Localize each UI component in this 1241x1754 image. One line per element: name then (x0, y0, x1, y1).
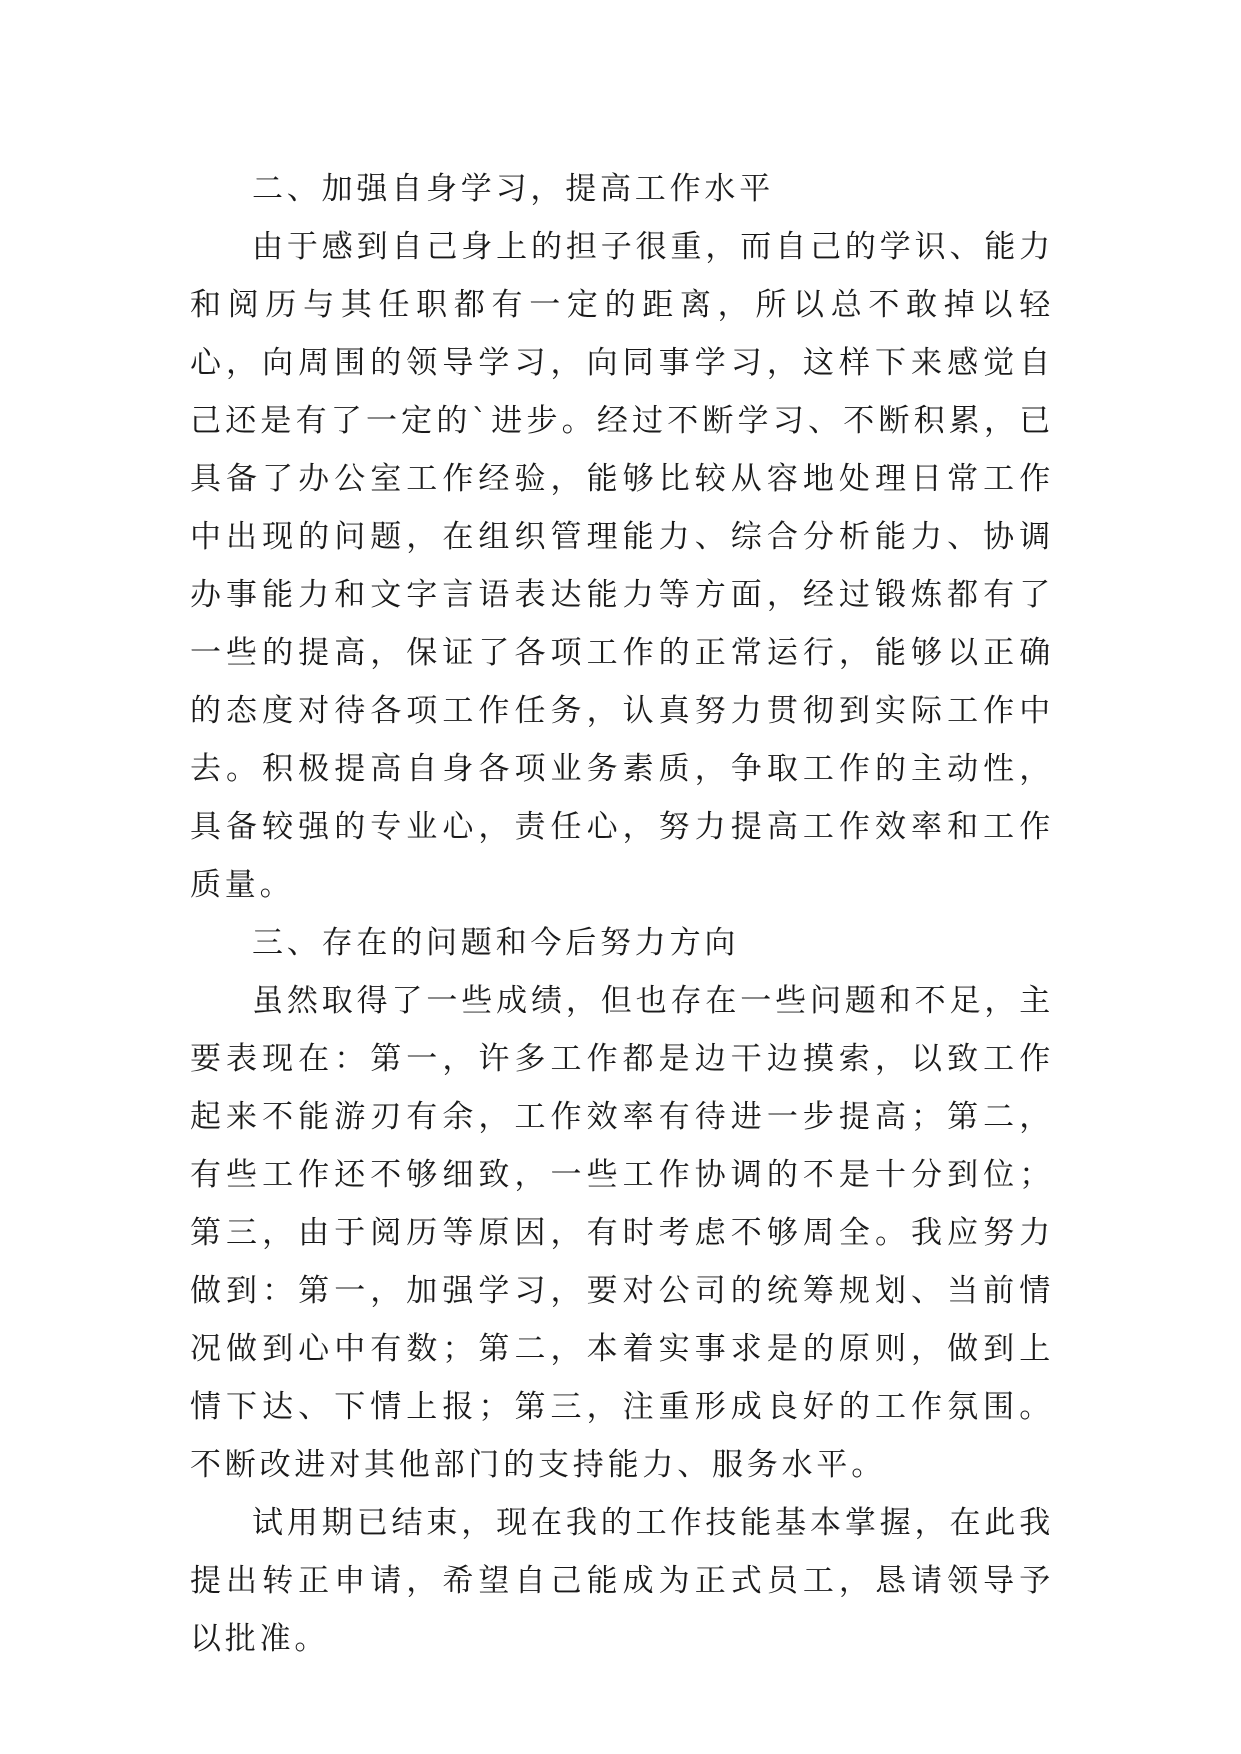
document-body (190, 160, 1054, 1668)
paragraph-application: 试用期已结束，现在我的工作技能基本掌握，在此我提出转正申请，希望自己能成为正式员工，恳请领导予以批准。 (190, 1505, 1054, 1657)
section-heading-problems-direction: 三、存在的问题和今后努力方向 (252, 925, 740, 961)
section-heading-strengthen-learning: 二、加强自身学习，提高工作水平 (252, 171, 774, 207)
paragraph-problems: 虽然取得了一些成绩，但也存在一些问题和不足，主要表现在：第一，许多工作都是边干边摸索，以致工作起来不能游刃有余，工作效率有待进一步提高；第二，有些工作还不够细致，一些工作协调的不是十分到位；第三，由于阅历等原因，有时考虑不够周全。我应努力做到：第一，加强学习，要对公司的统筹规划、当前情况做到心中有数；第二，本着实事求是的原则，做到上情下达、下情上报；第三，注重形成良好的工作氛围。不断改进对其他部门的支持能力、服务水平。 (190, 983, 1054, 1483)
paragraph-learning-progress: 由于感到自己身上的担子很重，而自己的学识、能力和阅历与其任职都有一定的距离，所以总不敢掉以轻心，向周围的领导学习，向同事学习，这样下来感觉自己还是有了一定的`进步。经过不断学习、不断积累，已具备了办公室工作经验，能够比较从容地处理日常工作中出现的问题，在组织管理能力、综合分析能力、协调办事能力和文字言语表达能力等方面，经过锻炼都有了一些的提高，保证了各项工作的正常运行，能够以正确的态度对待各项工作任务，认真努力贯彻到实际工作中去。积极提高自身各项业务素质，争取工作的主动性，具备较强的专业心，责任心，努力提高工作效率和工作质量。 (190, 229, 1054, 903)
